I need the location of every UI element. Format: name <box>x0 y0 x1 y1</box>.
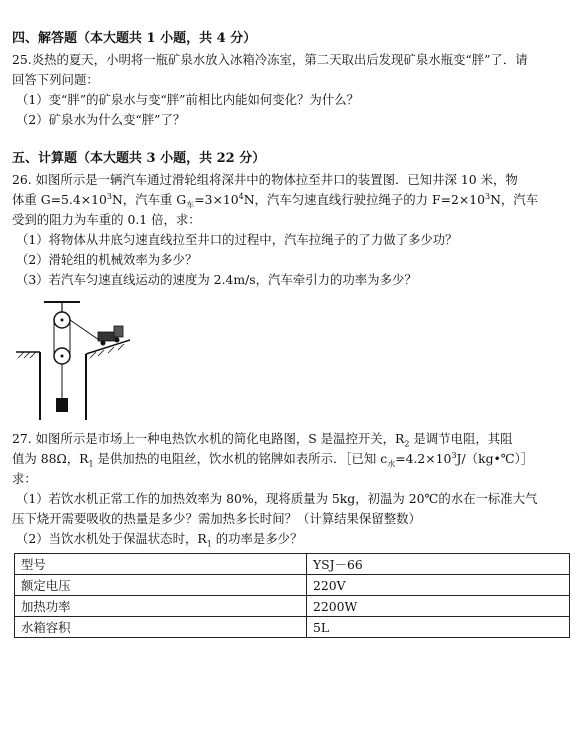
q25-line2: 回答下列问题： <box>12 72 99 87</box>
ground-right <box>86 340 130 354</box>
table-row <box>15 596 570 617</box>
q27-sub2: （2）当饮水机处于保温状态时，$R_1$ 的功率是多少？ <box>16 531 303 549</box>
q25-sub1: （1）变“胖”的矿泉水与变“胖”前相比内能如何变化？为什么？ <box>16 92 359 107</box>
table-value: 220V <box>307 575 570 596</box>
q27-sub1-line2: 压下烧开需要吸收的热量是多少？需加热多长时间？（计算结果保留整数） <box>12 511 421 526</box>
table-row <box>15 554 570 575</box>
table-value: 2200W <box>307 596 570 617</box>
q26-sub2: （2）滑轮组的机械效率为多少？ <box>16 252 198 267</box>
table-row <box>15 575 570 596</box>
q26-line1: 26. 如图所示是一辆汽车通过滑轮组将深井中的物体拉至井口的装置图．已知井深 10 米，物 <box>12 172 518 187</box>
pulley-well-figure <box>14 296 132 424</box>
fixed-pulley-axle <box>61 319 64 322</box>
ground-hatch-left <box>18 352 36 358</box>
q26-line3: 受到的阻力为车重的 0.1 倍，求： <box>12 212 201 227</box>
load-block <box>56 398 68 412</box>
table-key: 水箱容积 <box>15 617 307 638</box>
q25-line1: 25.炎热的夏天，小明将一瓶矿泉水放入冰箱冷冻室，第二天取出后发现矿泉水瓶变“胖”了．请 <box>12 52 528 67</box>
section4-heading: 四、解答题（本大题共 1 小题，共 4 分） <box>12 31 257 46</box>
q26-sub1: （1）将物体从井底匀速直线拉至井口的过程中，汽车拉绳子的了力做了多少功？ <box>16 232 458 247</box>
q26-line2: 体重 $G=5.4\times 10^3N$，汽车重 $G_车=3\times 10^4N$，汽车匀速直线行驶拉绳子的力 $F=2\times 10^3N$，汽车 <box>12 191 539 210</box>
table-key: 型号 <box>15 554 307 575</box>
table-value: 5L <box>307 617 570 638</box>
table-row <box>15 617 570 638</box>
table-key: 额定电压 <box>15 575 307 596</box>
section5-heading: 五、计算题（本大题共 3 小题，共 22 分） <box>12 151 266 166</box>
table-value: YSJ－66 <box>307 554 570 575</box>
q27-sub1-line1: （1）若饮水机正常工作的加热效率为 80%，现将质量为 5kg，初温为 20℃的水在一标准大气 <box>16 491 538 506</box>
table-key: 加热功率 <box>15 596 307 617</box>
q25-sub2: （2）矿泉水为什么变“胖”了？ <box>16 112 186 127</box>
q27-line3: 求： <box>12 471 37 486</box>
moving-pulley-axle <box>61 355 64 358</box>
q26-sub3: （3）若汽车匀速直线运动的速度为 2.4m/s，汽车牵引力的功率为多少？ <box>16 272 417 287</box>
q27-line1: 27. 如图所示是市场上一种电热饮水机的简化电路图，S 是温控开关，$R_2$ 是调节电阻，其阻 <box>12 431 513 449</box>
nameplate-table <box>14 553 570 638</box>
truck <box>98 326 123 346</box>
rope-to-car <box>70 320 102 342</box>
q27-line2: 值为 88Ω，$R_1$ 是供加热的电阻丝，饮水机的铭牌如表所示．［已知 $c_水=4.2\times 10^3J/(kg•℃)]$ <box>12 450 534 469</box>
